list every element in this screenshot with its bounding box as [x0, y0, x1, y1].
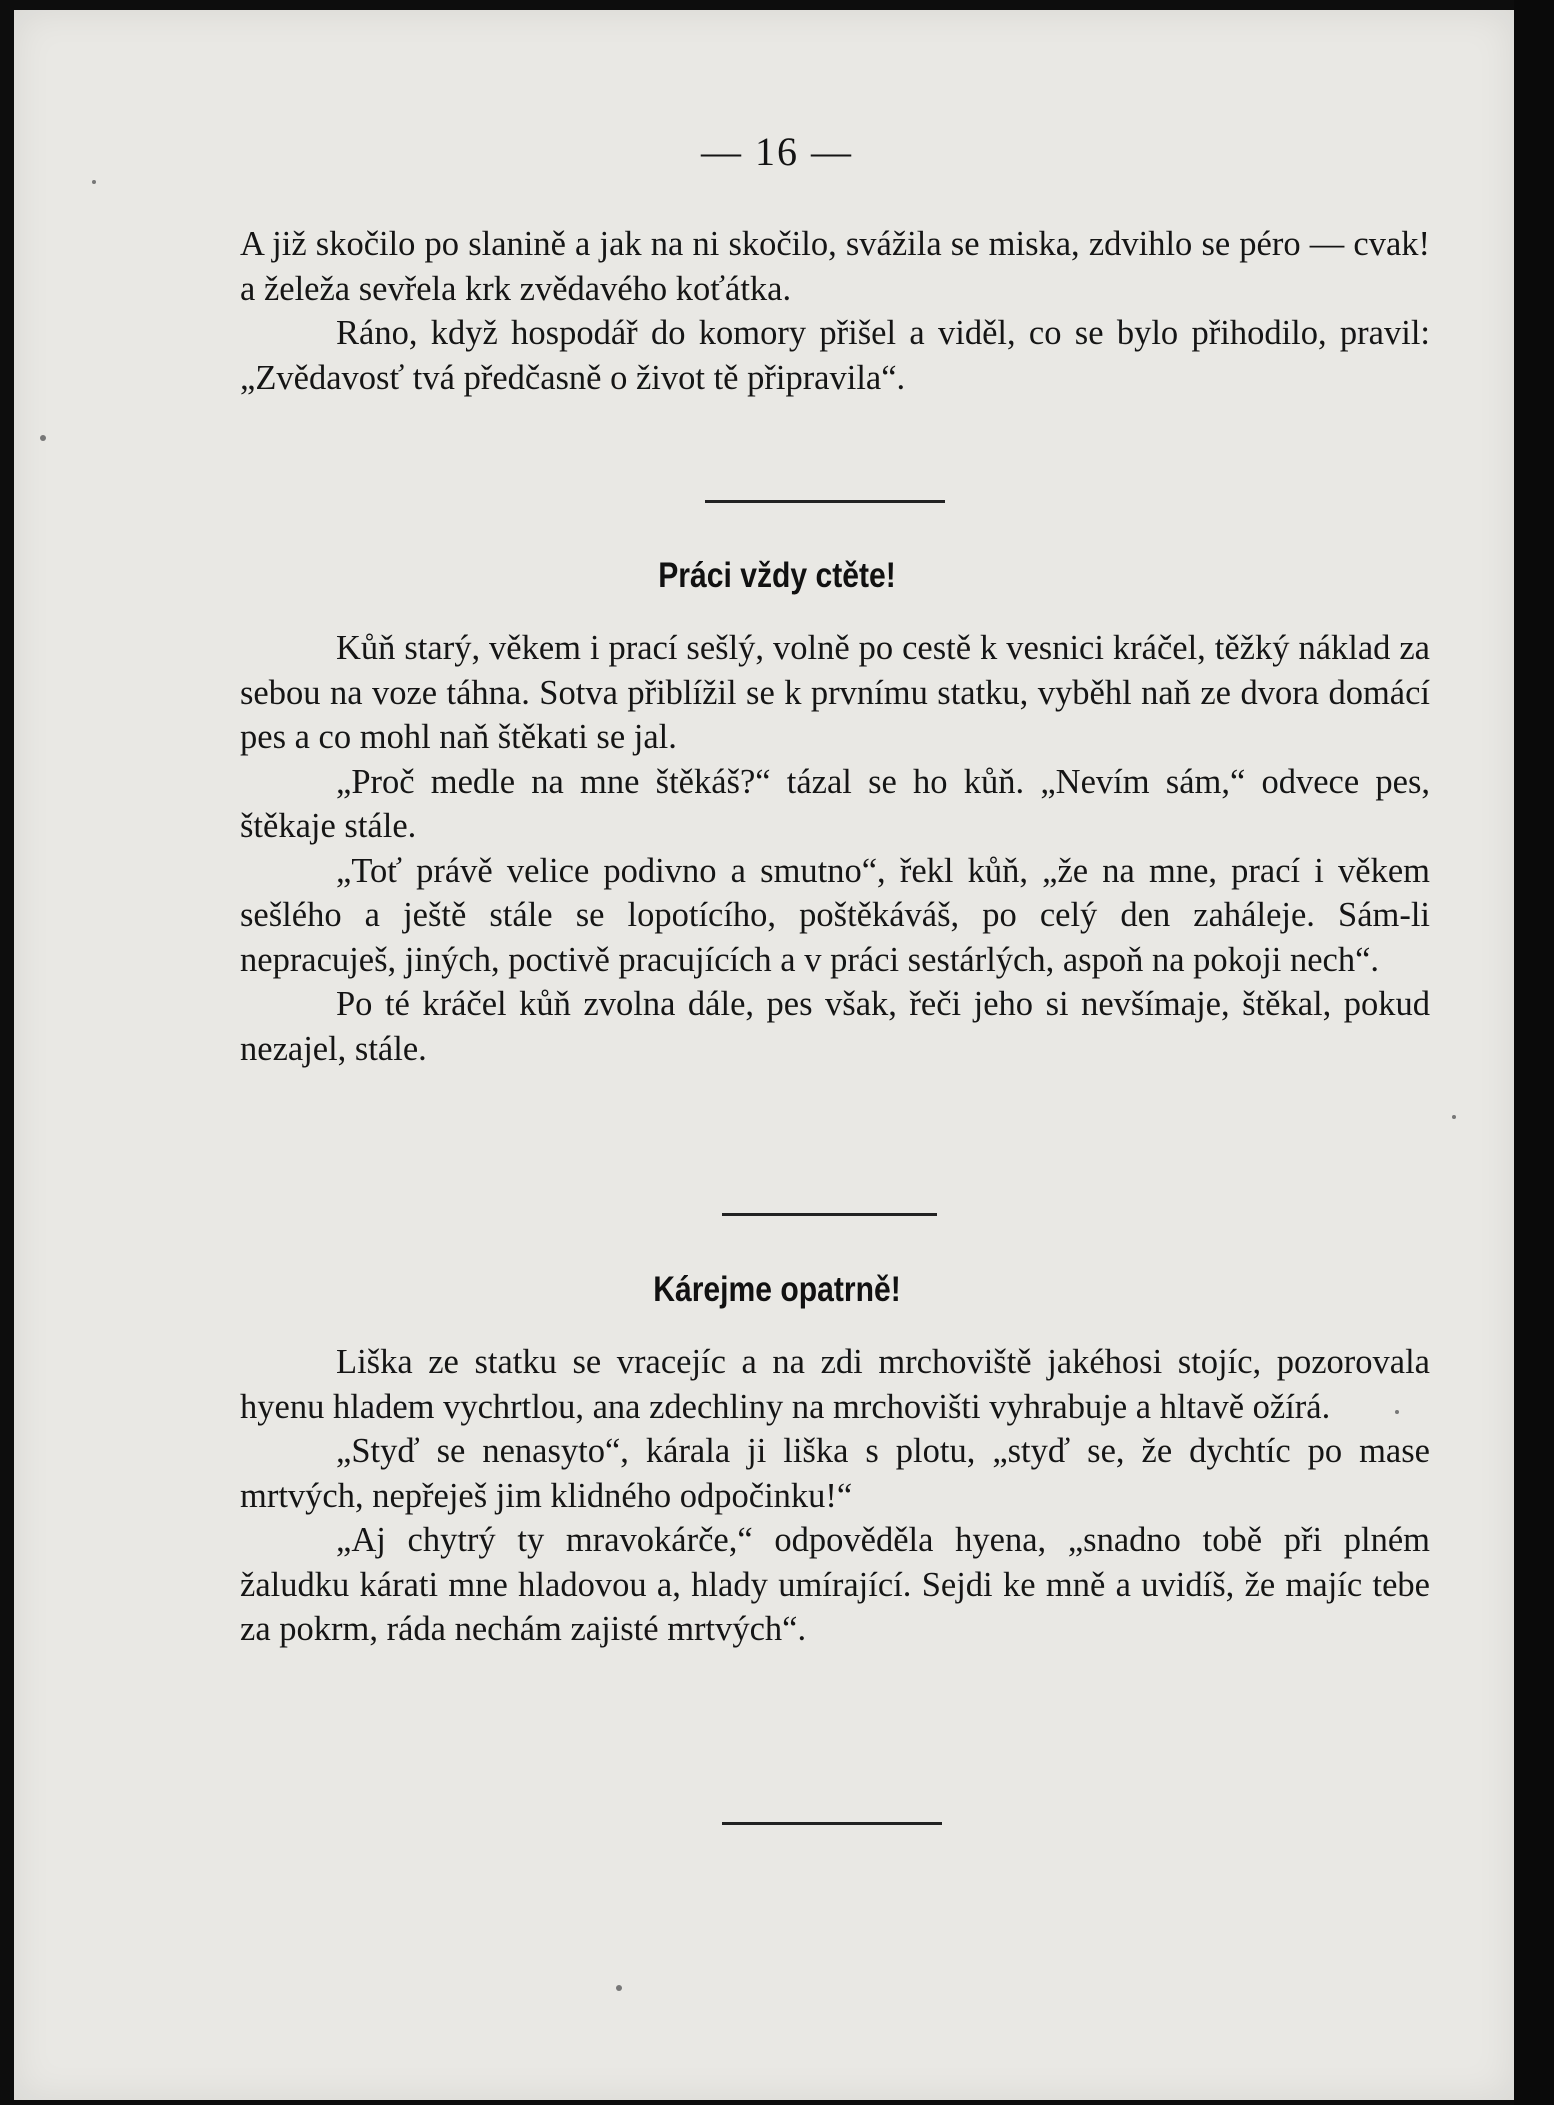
- section-3-title: Kárejme opatrně!: [653, 1270, 901, 1309]
- scan-edge: [1514, 0, 1554, 2105]
- section-divider: [722, 1822, 942, 1825]
- section-3-text: [240, 1340, 1430, 1652]
- scan-speck: [616, 1985, 622, 1991]
- paragraph: A již skočilo po slanině a jak na ni skočilo, svážila se miska, zdvihlo se péro — cvak! a želeža sevřela krk zvědavého koťátka.: [240, 225, 1430, 308]
- paragraph: Liška ze statku se vracejíc a na zdi mrchoviště jakéhosi stojíc, pozorovala hyenu hladem vychrtlou, ana zdechliny na mrchovišti vyhrabuje a hltavě ožírá.: [240, 1343, 1430, 1426]
- scan-speck: [1452, 1115, 1456, 1119]
- paragraph: Ráno, když hospodář do komory přišel a viděl, co se bylo přihodilo, pravil: „Zvědavosť tvá předčasně o život tě připravila“.: [240, 314, 1430, 397]
- paragraph: „Styď se nenasyto“, kárala ji liška s plotu, „styď se, že dychtíc po mase mrtvých, nepřeješ jim klidného odpočinku!“: [240, 1432, 1430, 1515]
- paragraph: „Aj chytrý ty mravokárče,“ odpověděla hyena, „snadno tobě při plném žaludku kárati mne hladovou a, hlady umírající. Sejdi ke mně a uvidíš, že majíc tebe za pokrm, ráda nechám zajisté mrtvých“.: [240, 1521, 1430, 1648]
- section-divider: [705, 500, 945, 503]
- section-2-title: Práci vždy ctěte!: [658, 556, 896, 595]
- scan-speck: [1395, 1410, 1399, 1414]
- scan-speck: [92, 180, 96, 184]
- paragraph: „Toť právě velice podivno a smutno“, řekl kůň, „že na mne, prací i věkem sešlého a ještě stále se lopotícího, poštěkáváš, po celý den zaháleje. Sám-li nepracuješ, jiných, poctivě pracujících a v práci sestárlých, aspoň na pokoji nech“.: [240, 851, 1430, 979]
- paragraph: Kůň starý, věkem i prací sešlý, volně po cestě k vesnici kráčel, těžký náklad za sebou na voze táhna. Sotva přiblížil se k prvnímu statku, vyběhl naň ze dvora domácí pes a co mohl naň štěkati se jal.: [240, 629, 1430, 756]
- section-1-text: [240, 222, 1430, 400]
- page-number: — 16 —: [701, 129, 853, 174]
- scan-speck: [40, 435, 46, 441]
- section-2-text: [240, 626, 1430, 1071]
- paragraph: „Proč medle na mne štěkáš?“ tázal se ho kůň. „Nevím sám,“ odvece pes, štěkaje stále.: [240, 762, 1430, 845]
- paragraph: Po té kráčel kůň zvolna dále, pes však, řeči jeho si nevšímaje, štěkal, pokud nezajel, stále.: [240, 985, 1430, 1068]
- section-divider: [722, 1213, 937, 1216]
